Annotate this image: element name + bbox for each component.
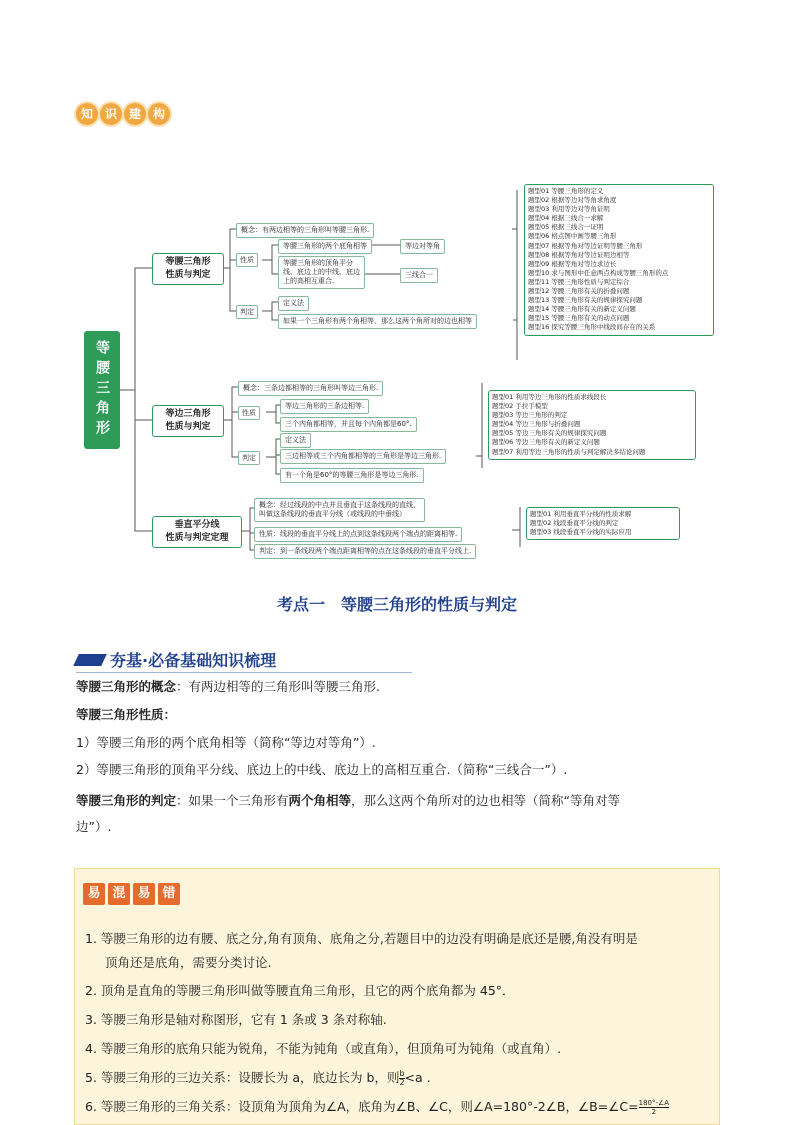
judge-paragraph xyxy=(76,788,724,840)
subsection-header xyxy=(76,648,412,673)
text: <a . xyxy=(404,1070,431,1085)
concept-lead: 等腰三角形的概念 xyxy=(76,679,177,694)
text: 6. 等腰三角形的三角关系：设顶角为顶角为∠A，底角为∠B、∠C，则∠A=180°-2∠B，∠B=∠C= xyxy=(85,1099,639,1114)
iso-judge-2: 如果一个三角形有两个角相等，那么这两个角所对的边也相等 xyxy=(278,314,477,329)
category-subtitle: 性质与判定定理 xyxy=(165,533,229,543)
text-line: 等腰三角形的顶角平分 xyxy=(283,259,353,267)
iso-property-2 xyxy=(278,256,365,289)
question-item: 题型14 等腰三角形有关的新定义问题 xyxy=(528,305,636,314)
iso-property-2-tag: 三线合一 xyxy=(400,268,438,283)
iso-judge-label: 判定 xyxy=(236,305,258,319)
property-1: 1）等腰三角形的两个底角相等（简称“等边对等角”）. xyxy=(76,735,376,750)
equi-property-label: 性质 xyxy=(238,406,260,420)
text-line: 线、底边上的中线、底边 xyxy=(283,268,360,276)
concept-paragraph xyxy=(76,677,724,697)
equi-judge-1: 定义法 xyxy=(280,433,311,448)
denominator: 2 xyxy=(639,1107,669,1116)
category-subtitle: 性质与判定 xyxy=(165,422,211,432)
category-title: 等边三角形 xyxy=(165,409,211,419)
note-item-2: 2. 顶角是直角的等腰三角形叫做等腰直角三角形，且它的两个底角都为 45°． xyxy=(85,983,515,998)
category-isosceles xyxy=(152,253,224,285)
subsection-bar xyxy=(73,654,107,666)
fraction xyxy=(639,1099,669,1116)
question-item: 题型01 利用等边三角形的性质求线段长 xyxy=(492,393,607,401)
category-equilateral xyxy=(152,405,224,437)
judge-text: 边”）. xyxy=(76,819,112,834)
question-item: 题型05 等边三角形有关的规律探究问题 xyxy=(492,429,607,438)
text-line: 概念：经过线段的中点并且垂直于这条线段的直线， xyxy=(259,501,420,509)
question-item: 题型13 等腰三角形有关的规律探究问题 xyxy=(528,296,643,305)
question-item: 题型06 等边三角形有关的新定义问题 xyxy=(492,438,600,447)
question-item: 题型03 等边三角形的判定 xyxy=(492,411,568,420)
badge-char: 知 xyxy=(76,103,98,125)
badge-char: 识 xyxy=(100,103,122,125)
tag-char: 混 xyxy=(108,883,130,905)
note-item-1 xyxy=(85,927,715,975)
question-item: 题型12 等腰三角形有关的折叠问题 xyxy=(528,287,630,296)
category-title: 等腰三角形 xyxy=(165,257,211,267)
question-item: 题型11 等腰三角形性质与判定综合 xyxy=(528,277,630,286)
note-item-5 xyxy=(85,1066,715,1090)
subsection-title: 夯基·必备基础知识梳理 xyxy=(110,651,277,670)
concept-text: ：有两边相等的三角形叫等腰三角形. xyxy=(176,679,380,694)
badge-char: 构 xyxy=(148,103,170,125)
question-item: 题型02 根据等边对等角求角度 xyxy=(528,196,617,205)
tag-char: 错 xyxy=(158,883,180,905)
question-item: 题型10 求与图形中任意两点构成等腰三角形的点 xyxy=(528,268,669,277)
equi-question-list xyxy=(488,390,696,460)
text-line: 上的高相互重合. xyxy=(283,277,335,285)
numerator: b xyxy=(399,1069,405,1078)
equi-property-1: 等边三角形的三条边相等. xyxy=(280,399,369,414)
iso-property-1-tag: 等边对等角 xyxy=(400,239,445,254)
question-item: 题型01 利用垂直平分线的性质求解 xyxy=(530,510,632,518)
badge-char: 建 xyxy=(124,103,146,125)
text-line: 顶角还是底角，需要分类讨论. xyxy=(105,955,272,970)
iso-question-list xyxy=(524,184,714,336)
bisector-judge: 判定：到一条线段两个端点距离相等的点在这条线段的垂直平分线上. xyxy=(254,544,476,559)
question-item: 题型09 根据等角对等边求边长 xyxy=(528,259,617,268)
question-item: 题型07 利用等边三角形的性质与判定解决多结论问题 xyxy=(492,447,646,456)
note-item-6 xyxy=(85,1095,715,1119)
category-perpendicular-bisector xyxy=(152,516,242,548)
question-item: 题型06 格点图中画等腰三角形 xyxy=(528,232,617,241)
common-mistakes-box xyxy=(74,868,720,1125)
question-item: 题型16 探究等腰三角形中线段间存在的关系 xyxy=(528,323,656,332)
bisector-concept xyxy=(254,498,425,522)
iso-property-label: 性质 xyxy=(236,253,258,267)
equi-judge-3: 有一个角是60°的等腰三角形是等边三角形. xyxy=(280,468,424,483)
category-title: 垂直平分线 xyxy=(174,520,220,530)
numerator: 180°-∠A xyxy=(638,1099,670,1107)
iso-property-1: 等腰三角形的两个底角相等 xyxy=(278,239,372,254)
question-item: 题型08 根据等角对等边证明边相等 xyxy=(528,250,630,259)
question-item: 题型04 等边三角形与折叠问题 xyxy=(492,420,581,429)
question-item: 题型01 等腰三角形的定义 xyxy=(528,187,604,195)
bisector-question-list xyxy=(526,507,680,540)
question-item: 题型02 手拉手模型 xyxy=(492,402,548,411)
property-2: 2）等腰三角形的顶角平分线、底边上的中线、底边上的高相互重合.（简称“三线合一”）. xyxy=(76,762,568,777)
text: 5. 等腰三角形的三边关系：设腰长为 a，底边长为 b，则 xyxy=(85,1070,400,1085)
section-title: 考点一 等腰三角形的性质与判定 xyxy=(276,595,517,614)
equi-concept: 概念：三条边都相等的三角形叫等边三角形. xyxy=(238,381,383,396)
question-item: 题型15 等腰三角形有关的动点问题 xyxy=(528,314,630,323)
equi-judge-label: 判定 xyxy=(238,451,260,465)
denominator: 2 xyxy=(399,1078,405,1087)
iso-concept: 概念：有两边相等的三角形叫等腰三角形. xyxy=(236,223,374,238)
mistakes-tags xyxy=(83,883,180,905)
category-subtitle: 性质与判定 xyxy=(165,270,211,280)
judge-text: ，那么这两个角所对的边也相等（简称“等角对等 xyxy=(351,793,621,808)
text-line: 叫做这条线段的垂直平分线（或线段的中垂线） xyxy=(259,510,406,518)
bisector-property: 性质：线段的垂直平分线上的点到这条线段两个端点的距离相等. xyxy=(254,527,462,542)
judge-lead: 等腰三角形的判定 xyxy=(76,793,177,808)
tag-char: 易 xyxy=(133,883,155,905)
question-item: 题型03 线段垂直平分线的实际应用 xyxy=(530,528,632,537)
tag-char: 易 xyxy=(83,883,105,905)
question-item: 题型05 根据三线合一证明 xyxy=(528,223,604,232)
note-item-3: 3. 等腰三角形是轴对称图形，它有 1 条或 3 条对称轴. xyxy=(85,1012,387,1027)
equi-judge-2: 三边相等或三个内角都相等的三角形是等边三角形. xyxy=(280,449,446,464)
properties-lead: 等腰三角形性质： xyxy=(76,707,177,722)
iso-judge-1: 定义法 xyxy=(278,296,309,311)
judge-bold: 两个角相等 xyxy=(288,793,352,808)
question-item: 题型02 线段垂直平分线的判定 xyxy=(530,519,619,528)
question-item: 题型03 利用等边对等角证明 xyxy=(528,205,610,214)
mindmap-root: 等腰三角形 xyxy=(84,331,120,449)
equi-property-2: 三个内角都相等，并且每个内角都是60°. xyxy=(280,417,417,432)
text-line: 1. 等腰三角形的边有腰、底之分,角有顶角、底角之分,若题目中的边没有明确是底还是腰,角没有明是 xyxy=(85,931,638,946)
judge-text: ：如果一个三角形有 xyxy=(176,793,289,808)
question-item: 题型07 根据等角对等边证明等腰三角形 xyxy=(528,241,643,250)
question-item: 题型04 根据三线合一求解 xyxy=(528,214,604,223)
note-item-4: 4. 等腰三角形的底角只能为锐角，不能为钝角（或直角），但顶角可为钝角（或直角）. xyxy=(85,1041,562,1056)
